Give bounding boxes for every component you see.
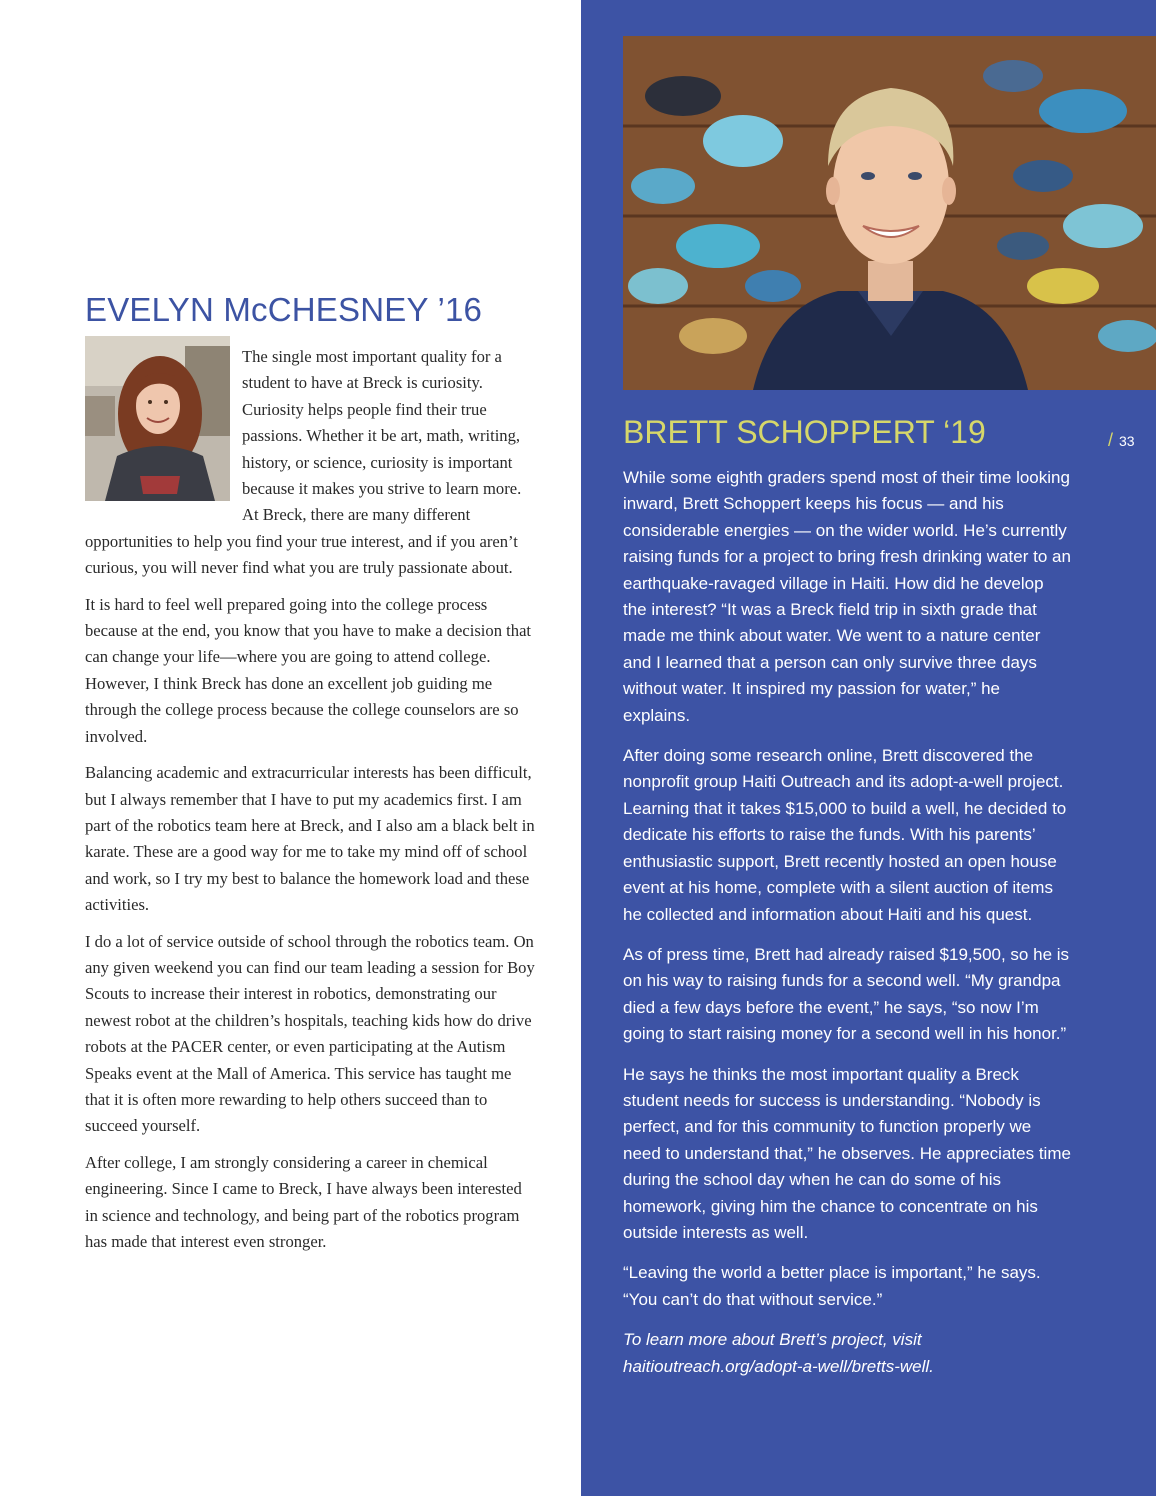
brett-paragraph-4: He says he thinks the most important quality a Breck student needs for success is understanding. “Nobody is perfect, and for this community to function properly we need to understand that,” he observes. He appreciates time during the school day when he can do some of his homework, giving him the chance to concentrate on his outside interests as well. [623,1064,1071,1242]
brett-article [623,465,1071,1394]
brett-paragraph-5: “Leaving the world a better place is important,” he says. “You can’t do that without service.” [623,1263,1041,1309]
brett-paragraph-2: After doing some research online, Brett discovered the nonprofit group Haiti Outreach and its adopt-a-well project. Learning that it takes $15,000 to build a well, he decided to dedicate his efforts to raise the funds. With his parents’ enthusiastic support, Brett recently hosted an open house event at his home, complete with a silent auction of items he collected and information about Haiti and his quest. [623,746,1067,924]
brett-portrait-image [623,36,1156,390]
evelyn-heading: EVELYN McCHESNEY ’16 [85,291,483,328]
page-number [1108,430,1135,451]
evelyn-profile [85,290,535,1265]
evelyn-paragraph-3: Balancing academic and extracurricular interests has been difficult, but I always remember that I have to put my academics first. I am part of the robotics team here at Breck, and I also am a black belt in karate. These are a good way for me to take my mind off of school and work, so I try my best to balance the homework load and these activities. [85,763,535,915]
brett-heading: BRETT SCHOPPERT ‘19 [623,414,986,450]
page-number-value: 33 [1119,433,1135,449]
evelyn-portrait-image [85,336,230,501]
brett-paragraph-3: As of press time, Brett had already raised $19,500, so he is on his way to raising funds for a second well. “My grandpa died a few days before the event,” he says, “so now I’m going to start raising money for a second well in his honor.” [623,944,1070,1044]
brett-paragraph-1: While some eighth graders spend most of their time looking inward, Brett Schoppert keeps his focus — and his considerable energies — on the wider world. He’s currently raising funds for a project to bring fresh drinking water to an earthquake-ravaged village in Haiti. How did he develop the interest? “It was a Breck field trip in sixth grade that made me think about water. We went to a nature center and I learned that a person can only survive three days without water. It inspired my passion for water,” he explains. [623,468,1071,725]
evelyn-paragraph-5: After college, I am strongly considering a career in chemical engineering. Since I came to Breck, I have always been interested in science and technology, and being part of the robotics program has made that interest even stronger. [85,1152,522,1251]
evelyn-paragraph-4: I do a lot of service outside of school through the robotics team. On any given weekend you can find our team leading a session for Boy Scouts to increase their interest in robotics, demonstrating our newest robot at the children’s hospitals, teaching kids how do drive robots at the PACER center, or even participating at the Autism Speaks event at the Mall of America. This service has taught me that it is often more rewarding to help others succeed than to succeed yourself. [85,931,535,1136]
brett-panel [581,0,1156,1496]
page-number-separator: / [1108,430,1114,450]
evelyn-paragraph-1: The single most important quality for a student to have at Breck is curiosity. Curiosity helps people find their true passions. Whether it be art, math, writing, history, or science, curiosity is important because it makes you strive to learn more. At Breck, there are many different opportunities to help you find your true interest, and if you aren’t curious, you will never find what you are truly passionate about. [85,347,522,578]
brett-closing-note: To learn more about Brett’s project, visit haitioutreach.org/adopt-a-well/bretts-well. [623,1330,934,1376]
evelyn-paragraph-2: It is hard to feel well prepared going into the college process because at the end, you know that you have to make a decision that can change your life—where you are going to attend college. However, I think Breck has done an excellent job guiding me through the college process because the college counselors are so involved. [85,594,532,746]
